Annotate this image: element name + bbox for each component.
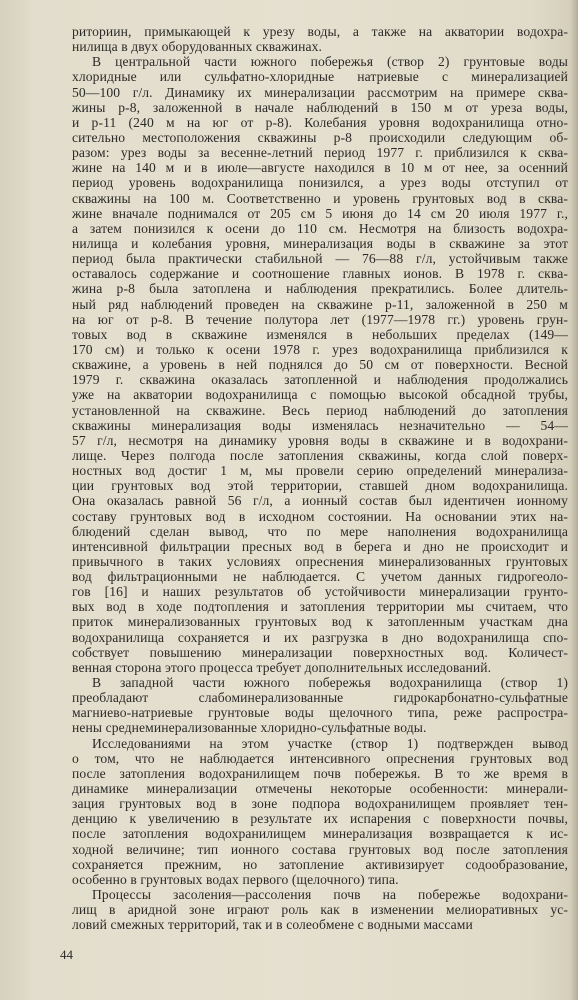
text-line: жине вначале поднимался от 205 см 5 июня до 14 см 20 июля 1977 г.,	[72, 205, 568, 221]
text-line: динамике минерализации отмечены некоторые особенности: минерали-	[72, 781, 568, 797]
text-line: ходной величине; тип ионного состава грунтовых вод после затопления	[72, 841, 568, 857]
text-line: сохраняется прежним, но затопление активизирует содообразование,	[72, 856, 568, 872]
text-line: а затем понизился к осени до 110 см. Несмотря на близость водохра-	[72, 220, 568, 236]
paragraph	[72, 675, 568, 736]
text-line: нилища и колебания уровня, минерализация воды в скважине за этот	[72, 235, 568, 251]
text-line: хлоридные или сульфатно-хлоридные натриевые с минерализацией	[72, 69, 568, 85]
text-line: после затопления водохранилищем минерализация возвращается к ис-	[72, 826, 568, 842]
text-line: водохранилища сохраняется и их разгрузка в дно водохранилища спо-	[72, 629, 568, 645]
text-line: ции грунтовых вод этой территории, ставшей дном водохранилища.	[72, 478, 568, 494]
text-line: Исследованиями на этом участке (створ 1) подтвержден вывод	[92, 735, 568, 751]
text-line: после затопления водохранилищем почв побережья. В то же время в	[72, 765, 568, 781]
text-line: товых вод в скважине изменялся в небольших пределах (149—	[72, 326, 568, 342]
text-line: вых вод в ходе подтопления и затопления территории мы считаем, что	[72, 599, 568, 615]
text-line: скважине, а уровень в ней поднялся до 50 см от поверхности. Весной	[72, 357, 568, 373]
text-line: блюдений сделан вывод, что по мере наполнения водохранилища	[72, 523, 568, 539]
text-line: сительно местоположения скважины р-8 происходили следующим об-	[72, 129, 568, 145]
text-line: оставалось содержание и соотношение главных ионов. В 1978 г. сква-	[72, 266, 568, 282]
page-spine-shadow	[570, 0, 578, 1000]
text-line: скважины минерализация воды изменялась незначительно — 54—	[72, 417, 568, 433]
text-line: скважины на 100 м. Соответственно и уровень грунтовых вод в сква-	[72, 190, 568, 206]
text-line: лищ в аридной зоне играют роль как в изменении мелиоративных ус-	[72, 902, 568, 918]
text-line: уже на акватории водохранилища с помощью высокой обсадной трубы,	[72, 387, 568, 403]
text-line: гов [16] и наших результатов об устойчивости минерализации грунто-	[72, 584, 568, 600]
page-number: 44	[60, 947, 73, 962]
text-line: приток минерализованных грунтовых вод к затопленным участкам дна	[72, 614, 568, 630]
text-line: и р-11 (240 м на юг от р-8). Колебания уровня водохранилища отно-	[72, 114, 568, 130]
text-line: В западной части южного побережья водохранилища (створ 1)	[92, 675, 568, 691]
text-line: ный ряд наблюдений проведен на скважине р-11, заложенной в 250 м	[72, 296, 568, 312]
text-line: о том, что не наблюдается интенсивного опреснения грунтовых вод	[72, 750, 568, 766]
text-line: 57 г/л, несмотря на динамику уровня воды в скважине и в водохрани-	[72, 432, 568, 448]
text-line: разом: урез воды за весенне-летний период 1977 г. приблизился к сква-	[72, 145, 568, 161]
text-line: Процессы засоления—рассоления почв на побережье водохрани-	[92, 887, 568, 903]
text-line: 1979 г. скважина оказалась затопленной и наблюдения продолжались	[72, 372, 568, 388]
text-line: 50—100 г/л. Динамику их минерализации рассмотрим на примере сква-	[72, 84, 568, 100]
text-line: В центральной части южного побережья (створ 2) грунтовые воды	[92, 54, 568, 70]
text-line: на юг от р-8. В течение полутора лет (1977—1978 гг.) уровень грун-	[72, 311, 568, 327]
paragraph	[72, 736, 568, 887]
text-line: денцию к увеличению в результате их испарения с поверхности почвы,	[72, 811, 568, 827]
text-line: Она оказалась равной 56 г/л, а ионный состав был идентичен ионному	[72, 493, 568, 509]
text-line: жины р-8, заложенной в начале наблюдений в 150 м от уреза воды,	[72, 99, 568, 115]
text-line: составу грунтовых вод в исходном состоянии. На основании этих на-	[72, 508, 568, 524]
body-text	[72, 24, 568, 932]
text-line: нилища в двух оборудованных скважинах.	[72, 39, 322, 55]
text-line: венная сторона этого процесса требует дополнительных исследований.	[72, 659, 492, 675]
text-line: риториин, примыкающей к урезу воды, а также на акватории водохра-	[72, 24, 568, 39]
text-line: привычного в таких условиях опреснения минерализованных грунтовых	[72, 553, 568, 569]
text-line: магниево-натриевые грунтовые воды щелочного типа, реже распростра-	[72, 705, 568, 721]
text-line: нены среднеминерализованные хлоридно-сульфатные воды.	[72, 720, 427, 736]
text-line: особенно в грунтовых водах первого (щелочного) типа.	[72, 871, 399, 887]
text-line: жина р-8 была затоплена и наблюдения прекратились. Более длитель-	[72, 281, 568, 297]
text-line: лище. Через полгода после затопления скважины, когда слой поверх-	[72, 447, 568, 463]
text-line: ловий смежных территорий, так и в солеобмене с водными массами	[72, 917, 473, 933]
paragraph	[72, 887, 568, 932]
text-line: зация грунтовых вод в зоне подпора водохранилищем проявляет тен-	[72, 796, 568, 812]
text-line: установленной на скважине. Весь период наблюдений до затопления	[72, 402, 568, 418]
text-line: период уровень водохранилища понизился, а урез воды отступил от	[72, 175, 568, 191]
text-line: ностных вод достиг 1 м, мы провели серию определений минерализа-	[72, 463, 568, 479]
text-line: период была практически стабильной — 76—88 г/л, устойчивым также	[72, 251, 568, 267]
text-line: 170 см) и только к осени 1978 г. урез водохранилища приблизился к	[72, 341, 568, 357]
text-line: интенсивной фильтрации пресных вод в берега и дно не происходит и	[72, 538, 568, 554]
text-line: жине на 140 м и в июле—августе находился в 10 м от нее, за осенний	[72, 160, 568, 176]
text-line: преобладают слабоминерализованные гидрокарбонатно-сульфатные	[72, 690, 568, 706]
paragraph	[72, 24, 568, 54]
paragraph	[72, 54, 568, 675]
text-line: вод фильтрационными не наблюдается. С учетом данных гидрогеоло-	[72, 569, 568, 585]
text-line: собствует повышению минерализации поверхностных вод. Количест-	[72, 644, 568, 660]
